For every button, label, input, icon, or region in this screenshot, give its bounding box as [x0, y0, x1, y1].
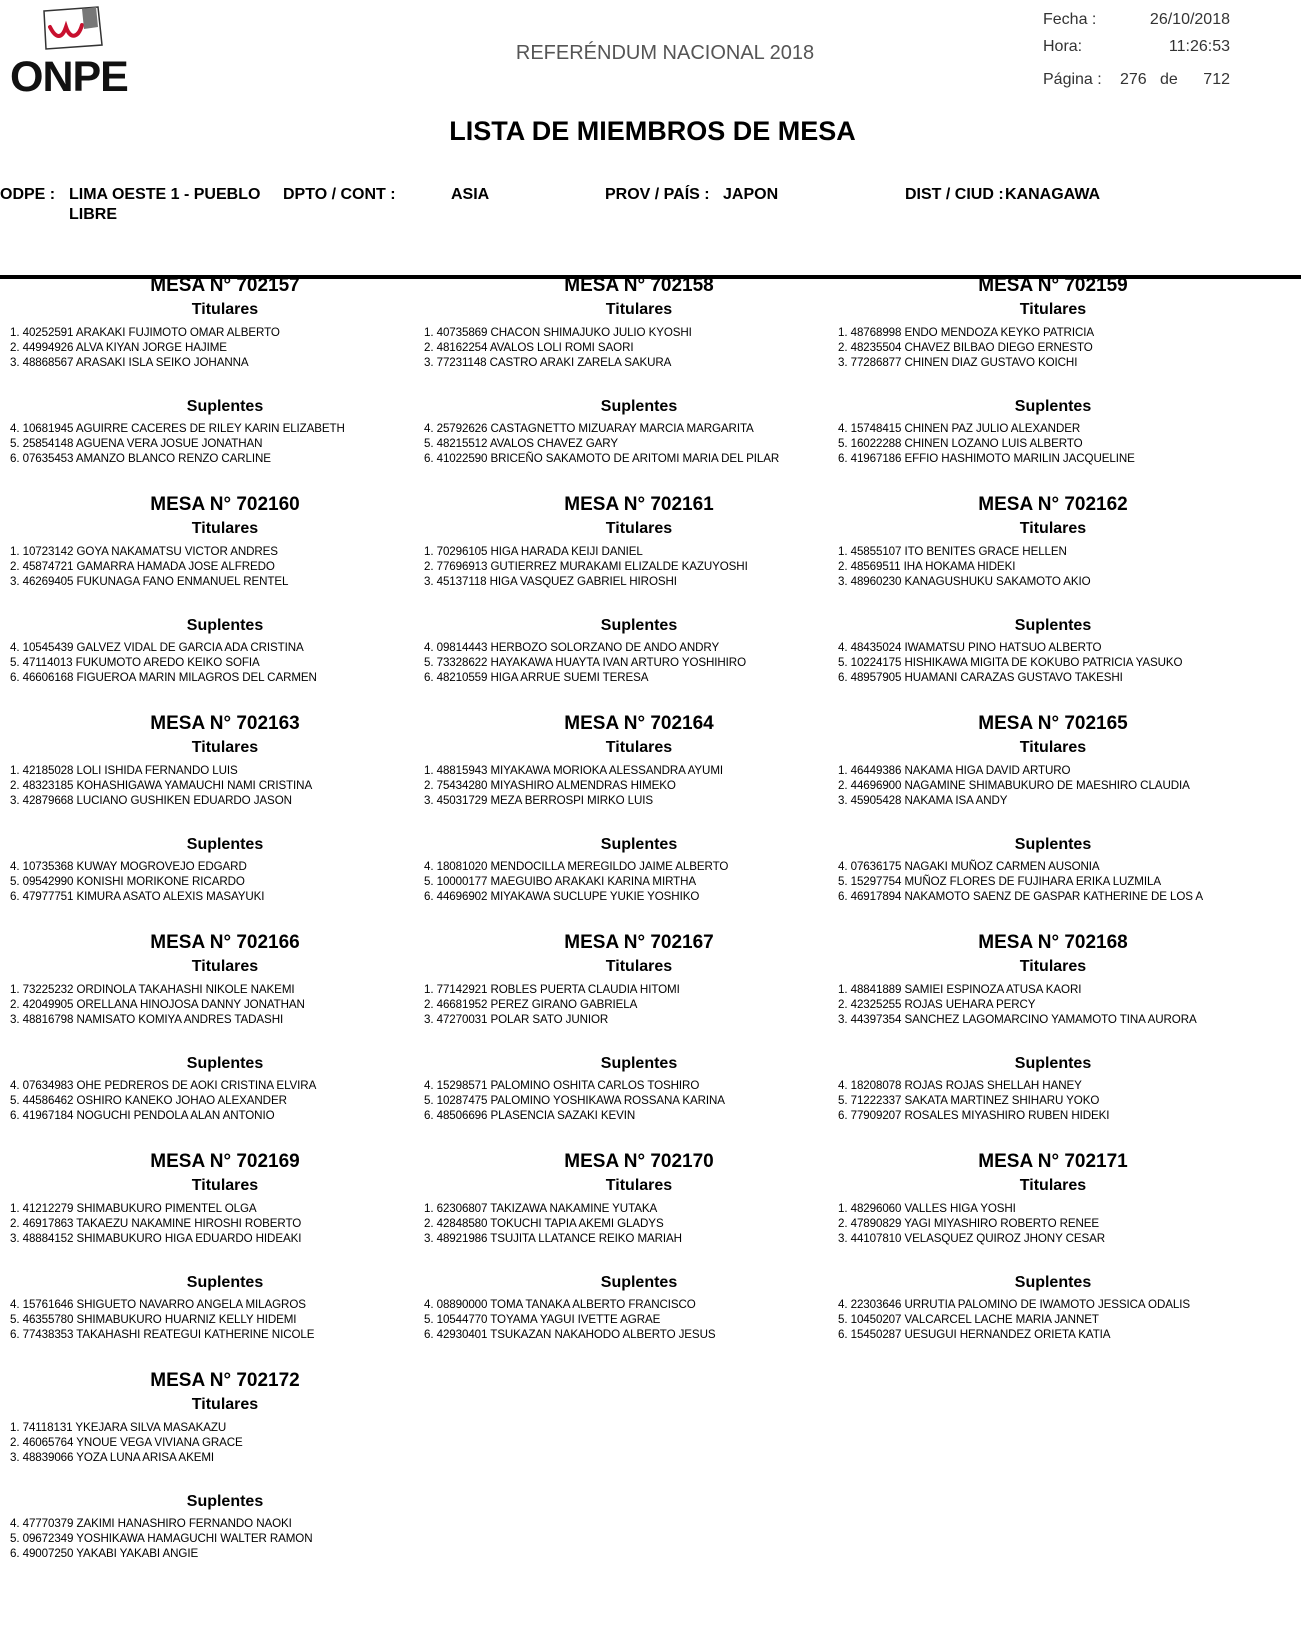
suplentes-list: [424, 1078, 854, 1124]
titulares-heading: Titulares: [191, 520, 259, 537]
suplentes-list: [838, 1297, 1268, 1343]
member-row: 6. 77438353 TAKAHASHI REATEGUI KATHERINE NICOLE: [10, 1327, 315, 1341]
mesa-block: [10, 493, 440, 685]
prov-label: PROV / PAÍS :: [605, 186, 710, 203]
mesa-title: MESA N° 702161: [564, 494, 714, 515]
member-row: 1. 62306807 TAKIZAWA NAKAMINE YUTAKA: [424, 1202, 658, 1215]
member-row: 5. 10000177 MAEGUIBO ARAKAKI KARINA MIRTHA: [424, 874, 697, 888]
member-row: 3. 45031729 MEZA BERROSPI MIRKO LUIS: [424, 794, 654, 808]
mesa-block: [10, 1150, 440, 1342]
member-row: 5. 71222337 SAKATA MARTINEZ SHIHARU YOKO: [838, 1093, 1100, 1107]
member-row: 1. 70296105 HIGA HARADA KEIJI DANIEL: [424, 545, 643, 558]
page-number: 276: [1120, 71, 1147, 88]
member-row: 2. 47890829 YAGI MIYASHIRO ROBERTO RENEE: [838, 1217, 1100, 1231]
titulares-list: [838, 763, 1268, 809]
suplentes-list: [838, 859, 1268, 905]
member-row: 6. 07635453 AMANZO BLANCO RENZO CARLINE: [10, 451, 271, 465]
titulares-list: [838, 544, 1268, 590]
titulares-list: [10, 325, 440, 371]
mesa-block: [424, 274, 854, 466]
member-row: 1. 77142921 ROBLES PUERTA CLAUDIA HITOMI: [424, 983, 680, 996]
titulares-heading: Titulares: [605, 739, 673, 756]
suplentes-list: [10, 640, 440, 686]
titulares-heading: Titulares: [1019, 520, 1087, 537]
mesa-block: [838, 493, 1268, 685]
member-row: 2. 42848580 TOKUCHI TAPIA AKEMI GLADYS: [424, 1217, 664, 1231]
member-row: 3. 48839066 YOZA LUNA ARISA AKEMI: [10, 1451, 215, 1465]
onpe-logo: [10, 5, 140, 100]
member-row: 6. 48210559 HIGA ARRUE SUEMI TERESA: [424, 670, 649, 684]
mesa-block: [424, 493, 854, 685]
mesa-block: [838, 274, 1268, 466]
member-row: 5. 47114013 FUKUMOTO AREDO KEIKO SOFIA: [10, 655, 260, 669]
suplentes-heading: Suplentes: [186, 397, 264, 415]
suplentes-heading: Suplentes: [1014, 397, 1092, 415]
member-row: 4. 18081020 MENDOCILLA MEREGILDO JAIME ALBERTO: [424, 859, 729, 873]
mesa-title: MESA N° 702172: [150, 1370, 300, 1391]
titulares-heading: Titulares: [191, 1177, 259, 1194]
dist-label: DIST / CIUD :: [905, 186, 1004, 203]
member-row: 3. 45905428 NAKAMA ISA ANDY: [838, 794, 1008, 808]
mesa-title: MESA N° 702159: [978, 275, 1128, 296]
mesa-block: [10, 712, 440, 904]
member-row: 2. 44994926 ALVA KIYAN JORGE HAJIME: [10, 341, 227, 355]
mesa-title: MESA N° 702163: [150, 713, 300, 734]
member-row: 2. 42325255 ROJAS UEHARA PERCY: [838, 998, 1036, 1012]
titulares-list: [424, 1201, 854, 1247]
member-row: 3. 44397354 SANCHEZ LAGOMARCINO YAMAMOTO TINA AURORA: [838, 1013, 1197, 1027]
member-row: 1. 42185028 LOLI ISHIDA FERNANDO LUIS: [10, 764, 238, 777]
de-label: de: [1160, 71, 1178, 88]
mesa-title: MESA N° 702165: [978, 713, 1128, 734]
member-row: 6. 42930401 TSUKAZAN NAKAHODO ALBERTO JESUS: [424, 1327, 716, 1341]
total-pages: 712: [1203, 71, 1230, 88]
suplentes-list: [10, 421, 440, 467]
member-row: 2. 46681952 PEREZ GIRANO GABRIELA: [424, 998, 638, 1012]
member-row: 6. 15450287 UESUGUI HERNANDEZ ORIETA KATIA: [838, 1327, 1111, 1341]
member-row: 4. 22303646 URRUTIA PALOMINO DE IWAMOTO JESSICA ODALIS: [838, 1297, 1190, 1311]
member-row: 2. 48569511 IHA HOKAMA HIDEKI: [838, 560, 1016, 574]
member-row: 4. 47770379 ZAKIMI HANASHIRO FERNANDO NAOKI: [10, 1516, 292, 1530]
member-row: 4. 07634983 OHE PEDREROS DE AOKI CRISTINA ELVIRA: [10, 1078, 317, 1092]
member-row: 2. 48323185 KOHASHIGAWA YAMAUCHI NAMI CRISTINA: [10, 779, 313, 793]
suplentes-heading: Suplentes: [600, 835, 678, 853]
suplentes-heading: Suplentes: [600, 1273, 678, 1291]
member-row: 4. 48435024 IWAMATSU PINO HATSUO ALBERTO: [838, 640, 1102, 654]
member-row: 4. 10545439 GALVEZ VIDAL DE GARCIA ADA CRISTINA: [10, 640, 304, 654]
mesa-block: [424, 931, 854, 1123]
suplentes-list: [10, 1078, 440, 1124]
member-row: 3. 42879668 LUCIANO GUSHIKEN EDUARDO JASON: [10, 794, 292, 808]
prov-value: JAPON: [723, 186, 779, 203]
suplentes-heading: Suplentes: [600, 397, 678, 415]
election-name: REFERÉNDUM NACIONAL 2018: [515, 42, 815, 64]
mesa-block: [424, 1150, 854, 1342]
member-row: 4. 25792626 CASTAGNETTO MIZUARAY MARCIA MARGARITA: [424, 421, 754, 435]
hora-value: 11:26:53: [1168, 38, 1230, 55]
mesa-block: [424, 712, 854, 904]
fecha-label: Fecha :: [1043, 11, 1097, 28]
pagina-label: Página :: [1043, 71, 1102, 88]
mesa-block: [838, 1150, 1268, 1342]
suplentes-list: [838, 640, 1268, 686]
member-row: 5. 10544770 TOYAMA YAGUI IVETTE AGRAE: [424, 1312, 661, 1326]
suplentes-heading: Suplentes: [1014, 1054, 1092, 1072]
titulares-heading: Titulares: [1019, 301, 1087, 318]
member-row: 2. 42049905 ORELLANA HINOJOSA DANNY JONATHAN: [10, 998, 305, 1012]
member-row: 5. 46355780 SHIMABUKURO HUARNIZ KELLY HIDEMI: [10, 1312, 297, 1326]
titulares-heading: Titulares: [1019, 1177, 1087, 1194]
member-row: 5. 48215512 AVALOS CHAVEZ GARY: [424, 436, 618, 450]
member-row: 2. 46065764 YNOUE VEGA VIVIANA GRACE: [10, 1436, 243, 1450]
suplentes-heading: Suplentes: [1014, 1273, 1092, 1291]
suplentes-list: [838, 1078, 1268, 1124]
member-row: 2. 45874721 GAMARRA HAMADA JOSE ALFREDO: [10, 560, 275, 574]
odpe-value-line1: LIMA OESTE 1 - PUEBLO: [69, 186, 261, 203]
member-row: 6. 46606168 FIGUEROA MARIN MILAGROS DEL CARMEN: [10, 670, 317, 684]
mesa-title: MESA N° 702157: [150, 275, 300, 296]
titulares-heading: Titulares: [605, 958, 673, 975]
suplentes-heading: Suplentes: [186, 1492, 264, 1510]
member-row: 2. 75434280 MIYASHIRO ALMENDRAS HIMEKO: [424, 779, 676, 793]
member-row: 5. 25854148 AGUENA VERA JOSUE JONATHAN: [10, 436, 263, 450]
member-row: 3. 44107810 VELASQUEZ QUIROZ JHONY CESAR: [838, 1232, 1106, 1246]
member-row: 5. 09672349 YOSHIKAWA HAMAGUCHI WALTER RAMON: [10, 1531, 313, 1545]
member-row: 6. 48957905 HUAMANI CARAZAS GUSTAVO TAKESHI: [838, 670, 1123, 684]
member-row: 1. 74118131 YKEJARA SILVA MASAKAZU: [10, 1421, 227, 1434]
mesa-title: MESA N° 702171: [978, 1151, 1128, 1172]
member-row: 5. 10450207 VALCARCEL LACHE MARIA JANNET: [838, 1312, 1099, 1326]
member-row: 2. 77696913 GUTIERREZ MURAKAMI ELIZALDE KAZUYOSHI: [424, 560, 748, 574]
member-row: 1. 40735869 CHACON SHIMAJUKO JULIO KYOSHI: [424, 326, 692, 339]
member-row: 4. 08890000 TOMA TANAKA ALBERTO FRANCISCO: [424, 1297, 696, 1311]
suplentes-heading: Suplentes: [600, 1054, 678, 1072]
suplentes-list: [424, 1297, 854, 1343]
mesa-block: [838, 931, 1268, 1123]
member-row: 6. 49007250 YAKABI YAKABI ANGIE: [10, 1546, 199, 1560]
member-row: 1. 41212279 SHIMABUKURO PIMENTEL OLGA: [10, 1202, 257, 1215]
member-row: 6. 41022590 BRICEÑO SAKAMOTO DE ARITOMI MARIA DEL PILAR: [424, 451, 780, 465]
titulares-list: [10, 763, 440, 809]
suplentes-heading: Suplentes: [186, 1273, 264, 1291]
member-row: 5. 15297754 MUÑOZ FLORES DE FUJIHARA ERIKA LUZMILA: [838, 874, 1161, 888]
member-row: 4. 07636175 NAGAKI MUÑOZ CARMEN AUSONIA: [838, 859, 1100, 873]
mesa-block: [10, 1369, 440, 1561]
titulares-heading: Titulares: [605, 301, 673, 318]
mesa-title: MESA N° 702166: [150, 932, 300, 953]
suplentes-heading: Suplentes: [186, 1054, 264, 1072]
mesa-title: MESA N° 702169: [150, 1151, 300, 1172]
titulares-list: [838, 982, 1268, 1028]
mesa-block: [10, 274, 440, 466]
member-row: 1. 40252591 ARAKAKI FUJIMOTO OMAR ALBERTO: [10, 326, 280, 339]
member-row: 1. 48768998 ENDO MENDOZA KEYKO PATRICIA: [838, 326, 1094, 339]
suplentes-heading: Suplentes: [186, 835, 264, 853]
member-row: 4. 15298571 PALOMINO OSHITA CARLOS TOSHIRO: [424, 1078, 700, 1092]
titulares-heading: Titulares: [605, 520, 673, 537]
dpto-label: DPTO / CONT :: [283, 186, 396, 203]
member-row: 3. 48868567 ARASAKI ISLA SEIKO JOHANNA: [10, 356, 249, 370]
mesa-block: [838, 712, 1268, 904]
member-row: 2. 48235504 CHAVEZ BILBAO DIEGO ERNESTO: [838, 341, 1093, 355]
mesa-title: MESA N° 702160: [150, 494, 300, 515]
member-row: 1. 73225232 ORDINOLA TAKAHASHI NIKOLE NAKEMI: [10, 983, 295, 996]
member-row: 6. 77909207 ROSALES MIYASHIRO RUBEN HIDEKI: [838, 1108, 1110, 1122]
titulares-list: [10, 1420, 440, 1466]
titulares-list: [10, 1201, 440, 1247]
suplentes-list: [424, 859, 854, 905]
suplentes-heading: Suplentes: [600, 616, 678, 634]
member-row: 5. 10287475 PALOMINO YOSHIKAWA ROSSANA KARINA: [424, 1093, 725, 1107]
titulares-list: [424, 325, 854, 371]
member-row: 1. 48841889 SAMIEI ESPINOZA ATUSA KAORI: [838, 983, 1082, 996]
member-row: 6. 47977751 KIMURA ASATO ALEXIS MASAYUKI: [10, 889, 265, 903]
suplentes-list: [424, 640, 854, 686]
member-row: 3. 77286877 CHINEN DIAZ GUSTAVO KOICHI: [838, 356, 1078, 370]
member-row: 4. 10735368 KUWAY MOGROVEJO EDGARD: [10, 859, 247, 873]
titulares-heading: Titulares: [1019, 739, 1087, 756]
titulares-list: [10, 544, 440, 590]
member-row: 4. 18208078 ROJAS ROJAS SHELLAH HANEY: [838, 1078, 1082, 1092]
titulares-list: [838, 1201, 1268, 1247]
member-row: 5. 16022288 CHINEN LOZANO LUIS ALBERTO: [838, 436, 1083, 450]
hora-label: Hora:: [1043, 38, 1083, 55]
titulares-heading: Titulares: [191, 739, 259, 756]
suplentes-list: [10, 1297, 440, 1343]
dpto-value: ASIA: [451, 186, 490, 203]
member-row: 1. 45855107 ITO BENITES GRACE HELLEN: [838, 545, 1067, 558]
mesa-block: [10, 931, 440, 1123]
member-row: 1. 48815943 MIYAKAWA MORIOKA ALESSANDRA AYUMI: [424, 764, 723, 777]
member-row: 1. 10723142 GOYA NAKAMATSU VICTOR ANDRES: [10, 545, 278, 558]
suplentes-list: [838, 421, 1268, 467]
member-row: 3. 77231148 CASTRO ARAKI ZARELA SAKURA: [424, 356, 672, 370]
mesa-title: MESA N° 702164: [564, 713, 714, 734]
member-row: 6. 44696902 MIYAKAWA SUCLUPE YUKIE YOSHIKO: [424, 889, 700, 903]
titulares-heading: Titulares: [1019, 958, 1087, 975]
titulares-list: [424, 763, 854, 809]
mesa-title: MESA N° 702167: [564, 932, 714, 953]
member-row: 6. 41967184 NOGUCHI PENDOLA ALAN ANTONIO: [10, 1108, 275, 1122]
suplentes-heading: Suplentes: [186, 616, 264, 634]
member-row: 3. 46269405 FUKUNAGA FANO ENMANUEL RENTEL: [10, 575, 289, 589]
member-row: 3. 48884152 SHIMABUKURO HIGA EDUARDO HIDEAKI: [10, 1232, 302, 1246]
mesa-title: MESA N° 702168: [978, 932, 1128, 953]
member-row: 5. 73328622 HAYAKAWA HUAYTA IVAN ARTURO YOSHIHIRO: [424, 655, 746, 669]
titulares-list: [10, 982, 440, 1028]
member-row: 2. 44696900 NAGAMINE SHIMABUKURO DE MAESHIRO CLAUDIA: [838, 779, 1190, 793]
member-row: 4. 15748415 CHINEN PAZ JULIO ALEXANDER: [838, 421, 1081, 435]
member-row: 4. 15761646 SHIGUETO NAVARRO ANGELA MILAGROS: [10, 1297, 306, 1311]
suplentes-heading: Suplentes: [1014, 835, 1092, 853]
member-row: 5. 09542990 KONISHI MORIKONE RICARDO: [10, 874, 245, 888]
page-title: LISTA DE MIEMBROS DE MESA: [449, 116, 856, 146]
titulares-heading: Titulares: [191, 958, 259, 975]
titulares-heading: Titulares: [191, 1396, 259, 1413]
suplentes-list: [424, 421, 854, 467]
member-row: 2. 48162254 AVALOS LOLI ROMI SAORI: [424, 341, 634, 355]
member-row: 5. 44586462 OSHIRO KANEKO JOHAO ALEXANDER: [10, 1093, 287, 1107]
titulares-list: [424, 982, 854, 1028]
titulares-heading: Titulares: [191, 301, 259, 318]
member-row: 3. 47270031 POLAR SATO JUNIOR: [424, 1013, 609, 1027]
member-row: 1. 46449386 NAKAMA HIGA DAVID ARTURO: [838, 764, 1071, 777]
mesa-title: MESA N° 702170: [564, 1151, 714, 1172]
member-row: 1. 48296060 VALLES HIGA YOSHI: [838, 1202, 1016, 1215]
odpe-value-line2: LIBRE: [69, 206, 117, 223]
member-row: 4. 10681945 AGUIRRE CACERES DE RILEY KARIN ELIZABETH: [10, 421, 345, 435]
dist-value: KANAGAWA: [1005, 186, 1101, 203]
mesa-title: MESA N° 702158: [564, 275, 714, 296]
titulares-heading: Titulares: [605, 1177, 673, 1194]
member-row: 4. 09814443 HERBOZO SOLORZANO DE ANDO ANDRY: [424, 640, 720, 654]
suplentes-list: [10, 1516, 440, 1562]
member-row: 3. 45137118 HIGA VASQUEZ GABRIEL HIROSHI: [424, 575, 677, 589]
odpe-label: ODPE :: [0, 186, 56, 203]
suplentes-heading: Suplentes: [1014, 616, 1092, 634]
member-row: 5. 10224175 HISHIKAWA MIGITA DE KOKUBO PATRICIA YASUKO: [838, 655, 1183, 669]
member-row: 2. 46917863 TAKAEZU NAKAMINE HIROSHI ROBERTO: [10, 1217, 302, 1231]
mesa-title: MESA N° 702162: [978, 494, 1128, 515]
suplentes-list: [10, 859, 440, 905]
member-row: 3. 48921986 TSUJITA LLATANCE REIKO MARIAH: [424, 1232, 682, 1246]
titulares-list: [838, 325, 1268, 371]
member-row: 6. 48506696 PLASENCIA SAZAKI KEVIN: [424, 1108, 636, 1122]
logo-text: ONPE: [10, 53, 128, 101]
titulares-list: [424, 544, 854, 590]
member-row: 6. 41967186 EFFIO HASHIMOTO MARILIN JACQUELINE: [838, 451, 1135, 465]
member-row: 6. 46917894 NAKAMOTO SAENZ DE GASPAR KATHERINE DE LOS A: [838, 889, 1203, 903]
member-row: 3. 48816798 NAMISATO KOMIYA ANDRES TADASHI: [10, 1013, 284, 1027]
member-row: 3. 48960230 KANAGUSHUKU SAKAMOTO AKIO: [838, 575, 1091, 589]
fecha-value: 26/10/2018: [1149, 11, 1230, 28]
